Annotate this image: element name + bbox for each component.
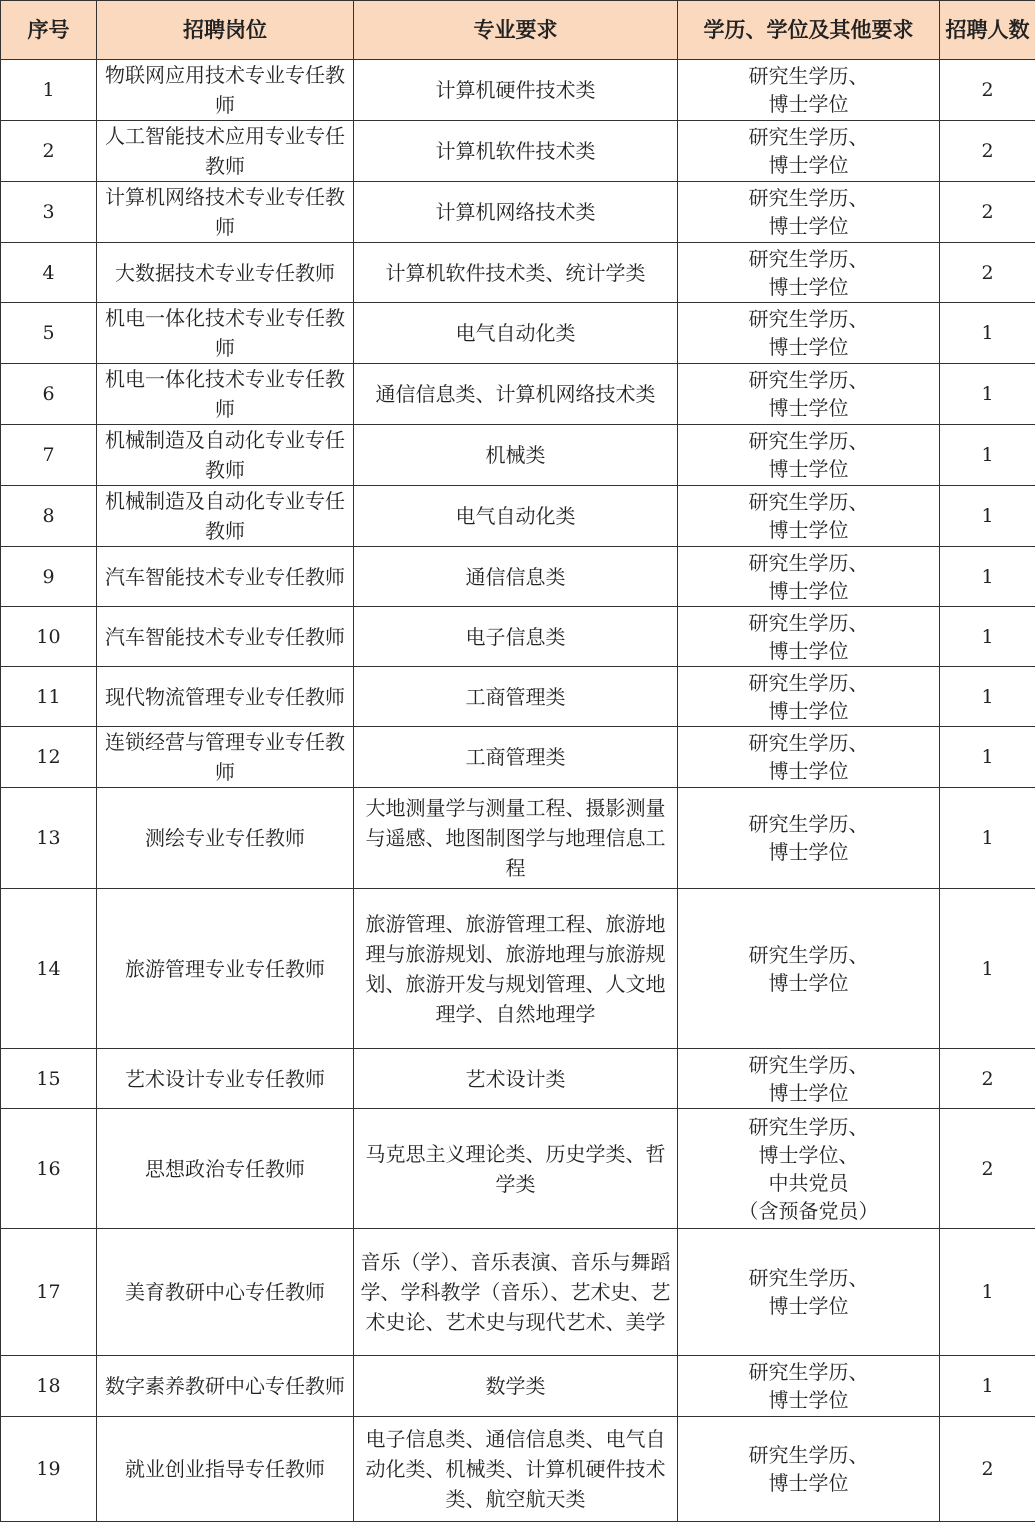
row-count: 2 (940, 182, 1035, 243)
row-count: 2 (940, 243, 1035, 303)
table-row (1, 1356, 1035, 1417)
edu-line: 研究生学历、 (680, 62, 937, 90)
row-edu (678, 727, 940, 788)
row-position: 机械制造及自动化专业专任教师 (97, 486, 354, 547)
row-no: 8 (1, 486, 97, 547)
row-count: 2 (940, 60, 1035, 121)
edu-line: 博士学位 (680, 90, 937, 118)
row-position: 机电一体化技术专业专任教师 (97, 364, 354, 425)
edu-line: 研究生学历、 (680, 729, 937, 757)
row-major: 电子信息类、通信信息类、电气自动化类、机械类、计算机硬件技术类、航空航天类 (354, 1417, 678, 1522)
edu-line: 博士学位 (680, 212, 937, 240)
row-count: 1 (940, 486, 1035, 547)
row-position: 物联网应用技术专业专任教师 (97, 60, 354, 121)
header-position: 招聘岗位 (97, 1, 354, 60)
table-row (1, 667, 1035, 727)
edu-line: 博士学位 (680, 394, 937, 422)
row-position: 数字素养教研中心专任教师 (97, 1356, 354, 1417)
row-count: 1 (940, 1229, 1035, 1356)
edu-line: 研究生学历、 (680, 1051, 937, 1079)
row-count: 1 (940, 607, 1035, 667)
edu-line: 博士学位 (680, 757, 937, 785)
row-no: 12 (1, 727, 97, 788)
row-major: 数学类 (354, 1356, 678, 1417)
edu-line: 博士学位 (680, 455, 937, 483)
row-edu (678, 1049, 940, 1109)
edu-line: 研究生学历、 (680, 123, 937, 151)
row-position: 艺术设计专业专任教师 (97, 1049, 354, 1109)
row-no: 4 (1, 243, 97, 303)
row-position: 思想政治专任教师 (97, 1109, 354, 1229)
row-count: 1 (940, 788, 1035, 889)
header-major: 专业要求 (354, 1, 678, 60)
row-count: 1 (940, 425, 1035, 486)
row-count: 2 (940, 1049, 1035, 1109)
row-no: 11 (1, 667, 97, 727)
row-edu (678, 667, 940, 727)
row-count: 2 (940, 1109, 1035, 1229)
table-row (1, 60, 1035, 121)
edu-line: 博士学位 (680, 333, 937, 361)
row-position: 机械制造及自动化专业专任教师 (97, 425, 354, 486)
table-row (1, 607, 1035, 667)
row-edu (678, 547, 940, 607)
row-no: 13 (1, 788, 97, 889)
table-row (1, 1417, 1035, 1522)
row-position: 美育教研中心专任教师 (97, 1229, 354, 1356)
row-count: 1 (940, 667, 1035, 727)
header-count: 招聘人数 (940, 1, 1035, 60)
row-position: 现代物流管理专业专任教师 (97, 667, 354, 727)
edu-line: 博士学位 (680, 697, 937, 725)
row-no: 2 (1, 121, 97, 182)
row-edu (678, 607, 940, 667)
row-major: 工商管理类 (354, 667, 678, 727)
table-row (1, 1049, 1035, 1109)
row-no: 17 (1, 1229, 97, 1356)
header-row (1, 1, 1035, 60)
table-row (1, 547, 1035, 607)
row-position: 机电一体化技术专业专任教师 (97, 303, 354, 364)
row-count: 2 (940, 1417, 1035, 1522)
row-major: 电子信息类 (354, 607, 678, 667)
row-position: 旅游管理专业专任教师 (97, 889, 354, 1049)
row-major: 电气自动化类 (354, 303, 678, 364)
row-count: 1 (940, 1356, 1035, 1417)
row-no: 3 (1, 182, 97, 243)
row-major: 工商管理类 (354, 727, 678, 788)
row-no: 15 (1, 1049, 97, 1109)
row-edu (678, 1109, 940, 1229)
header-no: 序号 (1, 1, 97, 60)
row-edu (678, 1356, 940, 1417)
edu-line: 博士学位 (680, 577, 937, 605)
row-edu (678, 1229, 940, 1356)
row-no: 16 (1, 1109, 97, 1229)
header-edu: 学历、学位及其他要求 (678, 1, 940, 60)
row-count: 1 (940, 303, 1035, 364)
row-count: 1 (940, 727, 1035, 788)
edu-line: 研究生学历、 (680, 941, 937, 969)
edu-line: 研究生学历、 (680, 427, 937, 455)
edu-line: 研究生学历、 (680, 488, 937, 516)
row-no: 19 (1, 1417, 97, 1522)
edu-line: 研究生学历、 (680, 245, 937, 273)
table-body (1, 60, 1035, 1522)
row-position: 大数据技术专业专任教师 (97, 243, 354, 303)
row-major: 通信信息类 (354, 547, 678, 607)
row-no: 5 (1, 303, 97, 364)
edu-line: 研究生学历、 (680, 810, 937, 838)
row-major: 计算机硬件技术类 (354, 60, 678, 121)
row-count: 2 (940, 121, 1035, 182)
table-row (1, 788, 1035, 889)
table-row (1, 1109, 1035, 1229)
table-row (1, 364, 1035, 425)
row-edu (678, 303, 940, 364)
row-major: 计算机网络技术类 (354, 182, 678, 243)
edu-line: 研究生学历、 (680, 1264, 937, 1292)
row-count: 1 (940, 547, 1035, 607)
row-major: 旅游管理、旅游管理工程、旅游地理与旅游规划、旅游地理与旅游规划、旅游开发与规划管理、人文地理学、自然地理学 (354, 889, 678, 1049)
row-position: 计算机网络技术专业专任教师 (97, 182, 354, 243)
table-row (1, 182, 1035, 243)
table-row (1, 425, 1035, 486)
row-position: 人工智能技术应用专业专任教师 (97, 121, 354, 182)
table-row (1, 727, 1035, 788)
edu-line: 研究生学历、 (680, 609, 937, 637)
edu-line: 博士学位、 (680, 1141, 937, 1169)
row-major: 计算机软件技术类 (354, 121, 678, 182)
row-position: 连锁经营与管理专业专任教师 (97, 727, 354, 788)
row-no: 10 (1, 607, 97, 667)
row-major: 通信信息类、计算机网络技术类 (354, 364, 678, 425)
row-no: 18 (1, 1356, 97, 1417)
row-edu (678, 60, 940, 121)
edu-line: 研究生学历、 (680, 366, 937, 394)
edu-line: 博士学位 (680, 838, 937, 866)
row-edu (678, 889, 940, 1049)
edu-line: 研究生学历、 (680, 305, 937, 333)
table-row (1, 486, 1035, 547)
edu-line: 研究生学历、 (680, 184, 937, 212)
edu-line: 研究生学历、 (680, 1358, 937, 1386)
table-row (1, 303, 1035, 364)
row-major: 大地测量学与测量工程、摄影测量与遥感、地图制图学与地理信息工程 (354, 788, 678, 889)
row-position: 就业创业指导专任教师 (97, 1417, 354, 1522)
row-edu (678, 788, 940, 889)
row-position: 汽车智能技术专业专任教师 (97, 547, 354, 607)
edu-line: 博士学位 (680, 1386, 937, 1414)
row-edu (678, 243, 940, 303)
table-row (1, 121, 1035, 182)
row-position: 测绘专业专任教师 (97, 788, 354, 889)
row-edu (678, 425, 940, 486)
row-edu (678, 182, 940, 243)
row-major: 电气自动化类 (354, 486, 678, 547)
row-major: 音乐（学）、音乐表演、音乐与舞蹈学、学科教学（音乐）、艺术史、艺术史论、艺术史与现代艺术、美学 (354, 1229, 678, 1356)
edu-line: 研究生学历、 (680, 669, 937, 697)
row-count: 1 (940, 364, 1035, 425)
edu-line: （含预备党员） (680, 1197, 937, 1225)
edu-line: 博士学位 (680, 969, 937, 997)
row-no: 9 (1, 547, 97, 607)
row-major: 计算机软件技术类、统计学类 (354, 243, 678, 303)
row-edu (678, 364, 940, 425)
table-row (1, 1229, 1035, 1356)
row-major: 机械类 (354, 425, 678, 486)
row-major: 艺术设计类 (354, 1049, 678, 1109)
edu-line: 博士学位 (680, 637, 937, 665)
edu-line: 中共党员 (680, 1169, 937, 1197)
edu-line: 博士学位 (680, 516, 937, 544)
edu-line: 研究生学历、 (680, 1113, 937, 1141)
edu-line: 博士学位 (680, 1292, 937, 1320)
table-header (1, 1, 1035, 60)
row-major: 马克思主义理论类、历史学类、哲学类 (354, 1109, 678, 1229)
edu-line: 研究生学历、 (680, 549, 937, 577)
edu-line: 研究生学历、 (680, 1441, 937, 1469)
row-no: 1 (1, 60, 97, 121)
row-edu (678, 486, 940, 547)
row-edu (678, 121, 940, 182)
row-count: 1 (940, 889, 1035, 1049)
edu-line: 博士学位 (680, 273, 937, 301)
table-row (1, 889, 1035, 1049)
row-edu (678, 1417, 940, 1522)
edu-line: 博士学位 (680, 1079, 937, 1107)
row-position: 汽车智能技术专业专任教师 (97, 607, 354, 667)
table-row (1, 243, 1035, 303)
row-no: 6 (1, 364, 97, 425)
row-no: 14 (1, 889, 97, 1049)
row-no: 7 (1, 425, 97, 486)
edu-line: 博士学位 (680, 151, 937, 179)
edu-line: 博士学位 (680, 1469, 937, 1497)
